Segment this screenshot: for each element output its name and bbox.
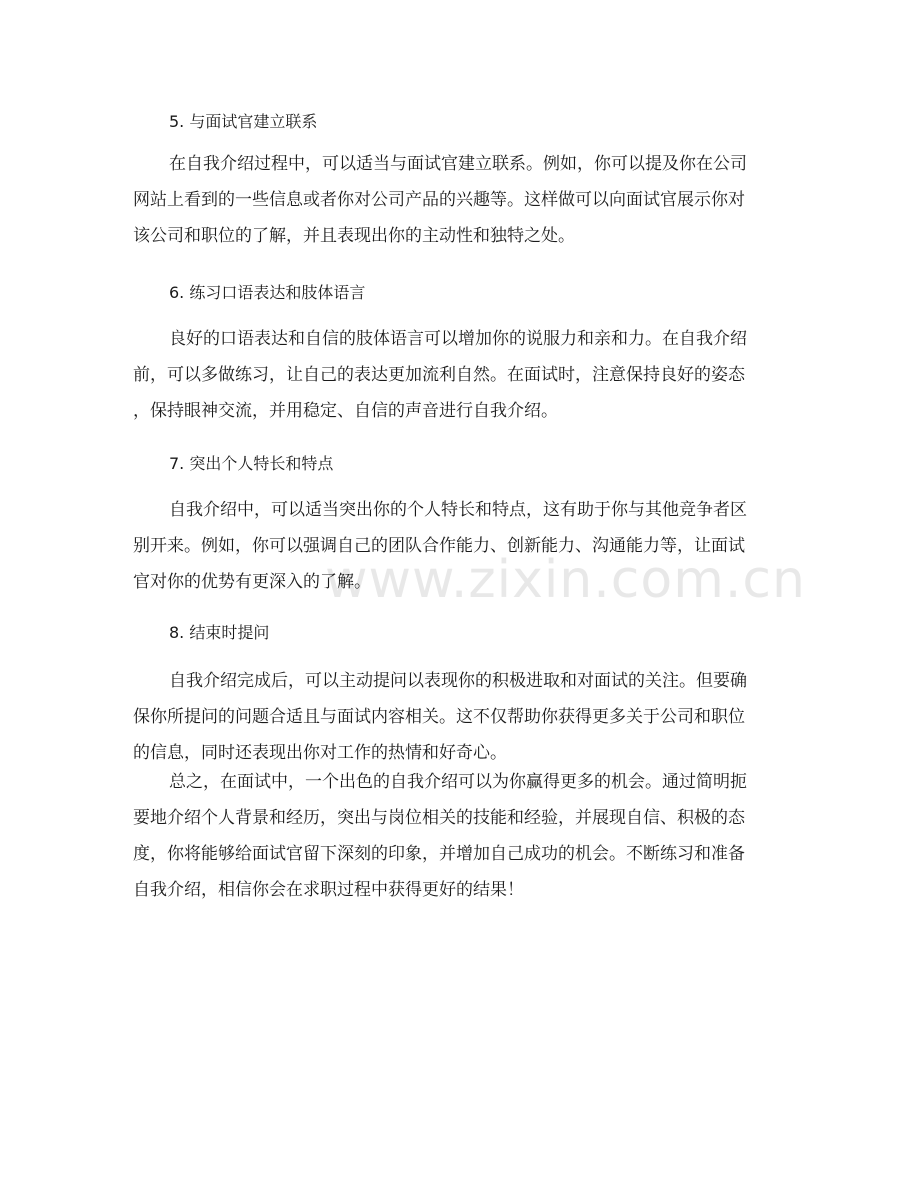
paragraph-line: 总之，在面试中，一个出色的自我介绍可以为你赢得更多的机会。通过简明扼 [169, 772, 747, 792]
paragraph-line: 要地介绍个人背景和经历，突出与岗位相关的技能和经验，并展现自信、积极的态 [133, 808, 745, 828]
paragraph-line: ，保持眼神交流，并用稳定、自信的声音进行自我介绍。 [133, 401, 558, 421]
paragraph-line: 自我介绍完成后，可以主动提问以表现你的积极进取和对面试的关注。但要确 [169, 671, 747, 691]
paragraph-line: 该公司和职位的了解，并且表现出你的主动性和独特之处。 [133, 226, 575, 246]
paragraph-line: 的信息，同时还表现出你对工作的热情和好奇心。 [133, 743, 507, 763]
paragraph-line: 别开来。例如，你可以强调自己的团队合作能力、创新能力、沟通能力等，让面试 [133, 536, 745, 556]
paragraph-line: 保你所提问的问题合适且与面试内容相关。这不仅帮助你获得更多关于公司和职位 [133, 707, 745, 727]
paragraph-line: 良好的口语表达和自信的肢体语言可以增加你的说服力和亲和力。在自我介绍 [169, 329, 747, 349]
paragraph-line: 网站上看到的一些信息或者你对公司产品的兴趣等。这样做可以向面试官展示你对 [133, 190, 745, 210]
section-heading-8: 8. 结束时提问 [169, 623, 270, 642]
section-paragraph-7 [133, 492, 793, 600]
paragraph-line: 自我介绍，相信你会在求职过程中获得更好的结果！ [133, 880, 524, 900]
section-paragraph-5 [133, 146, 793, 254]
watermark: www.zixin.com.cn [325, 550, 806, 610]
paragraph-line: 自我介绍中，可以适当突出你的个人特长和特点，这有助于你与其他竞争者区 [169, 500, 747, 520]
section-heading-5: 5. 与面试官建立联系 [169, 112, 318, 131]
section-paragraph-6 [133, 321, 793, 429]
section-paragraph-8 [133, 663, 793, 771]
paragraph-line: 前，可以多做练习，让自己的表达更加流利自然。在面试时，注意保持良好的姿态 [133, 365, 745, 385]
paragraph-line: 官对你的优势有更深入的了解。 [133, 572, 371, 592]
paragraph-line: 度，你将能够给面试官留下深刻的印象，并增加自己成功的机会。不断练习和准备 [133, 844, 745, 864]
section-heading-7: 7. 突出个人特长和特点 [169, 454, 334, 473]
section-heading-6: 6. 练习口语表达和肢体语言 [169, 283, 366, 302]
paragraph-line: 在自我介绍过程中，可以适当与面试官建立联系。例如，你可以提及你在公司 [169, 154, 747, 174]
conclusion-paragraph [133, 764, 793, 908]
